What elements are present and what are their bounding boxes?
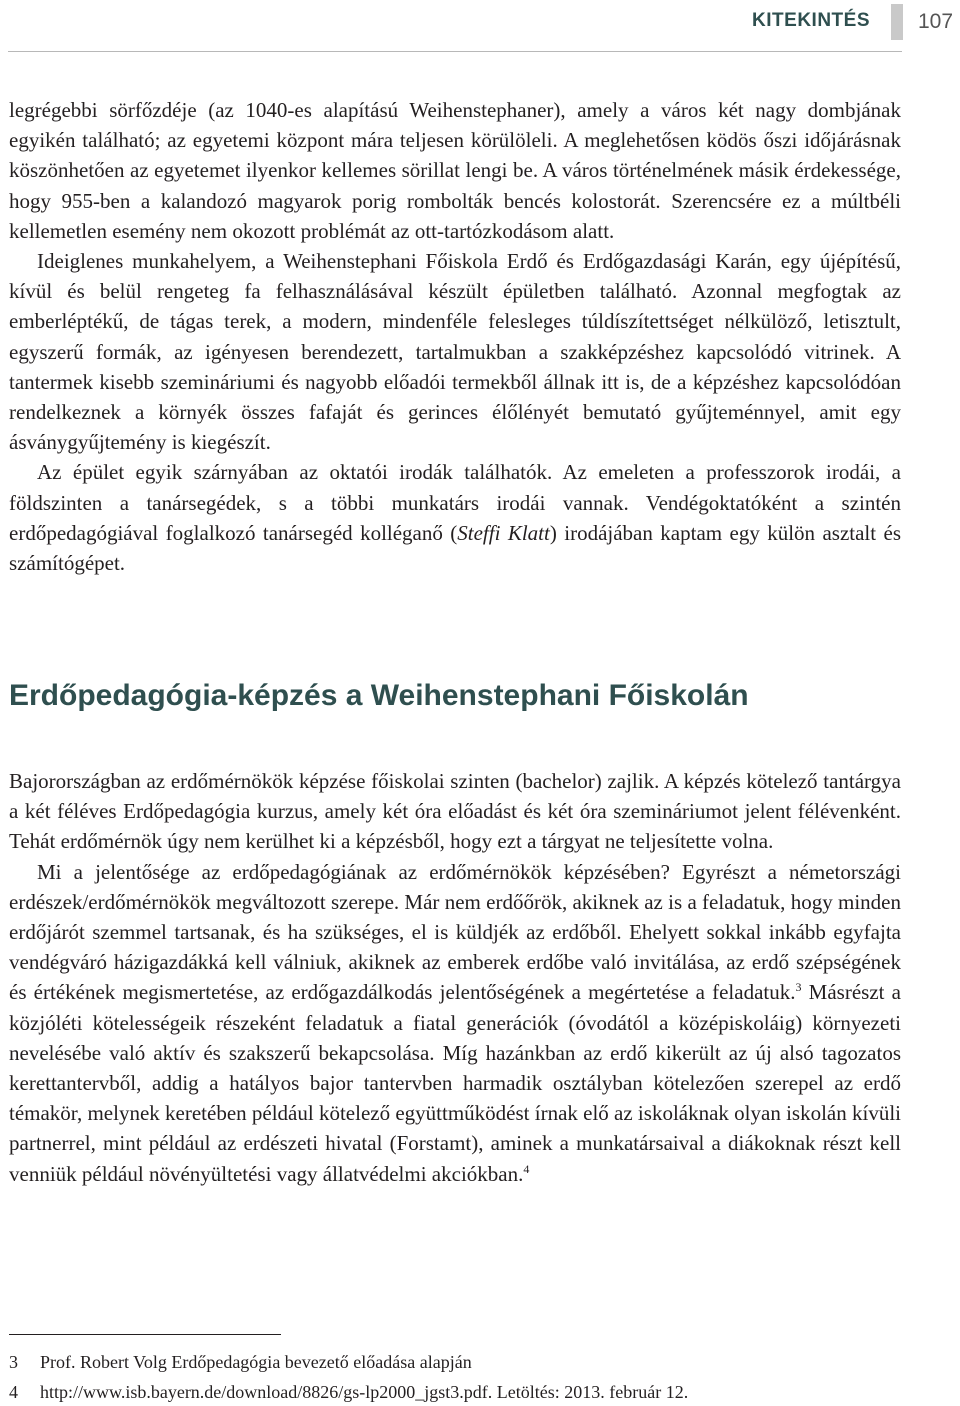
footnote-ref[interactable]: 3 <box>795 980 802 995</box>
page-number: 107 <box>918 10 954 33</box>
header-divider-bar <box>891 4 903 40</box>
footnote <box>9 1380 688 1404</box>
footnote-ref[interactable]: 4 <box>523 1161 530 1176</box>
body-section-1 <box>9 95 901 578</box>
paragraph: legrégebbi sörfőzdéje (az 1040-es alapítású Weihenstephaner), amely a város két nagy dombjának egyikén található; az egyetemi központ mára teljesen körülöleli. A meglehetősen ködös őszi időjárásnak köszönhetően az egyetemet ilyenkor kellemes sörillat lengi be. A város történelmének másik érdekessége, hogy 955-ben a kalandozó magyarok porig rombolták bencés kolostorát. Szerencsére ez a múltbéli kellemetlen esemény nem okozott problémát az ott-tartózkodásom alatt. <box>9 98 901 243</box>
footnote-number: 4 <box>9 1382 18 1402</box>
footnote-text: Prof. Robert Volg Erdőpedagógia bevezető előadása alapján <box>40 1352 472 1372</box>
paragraph-text: Másrészt a közjóléti kötelességeik részeként feladatuk a fiatal generációk (óvodától a középiskoláig) környezeti nevelésébe való aktív és szakszerű bekapcsolása. Míg hazánkban az erdő kikerült az új alsó tagozatos kerettantervből, addig a hatályos bajor tantervben harmadik osztályban kötelezően szerepel az erdő témakör, melynek keretében például kötelező együttműködést írnak elő az iskoláknak olyan iskolán kívüli partnerrel, mint például az erdészeti hivatal (Forstamt), aminek a munkatársaival a diákoknak részt kell venniük például növényültetési vagy állatvédelmi akciókban. <box>9 980 901 1186</box>
section-heading: Erdőpedagógia-képzés a Weihenstephani Főiskolán <box>9 679 749 712</box>
header-rule <box>8 51 902 52</box>
body-section-2 <box>9 766 901 1189</box>
paragraph-text: Az épület egyik szárnyában az oktatói irodák találhatók. Az emeleten a professzorok irodái, a földszinten a tanársegédek, s a többi munkatárs irodái vannak. Vendégoktatóként a szintén erdőpedagógiával foglalkozó tanársegéd kolléganő ( <box>9 460 901 545</box>
paragraph-text: ) irodájában kaptam egy külön asztalt és számítógépet. <box>9 520 901 576</box>
paragraph <box>9 857 901 1189</box>
paragraph <box>9 457 901 578</box>
person-name: Steffi Klatt <box>457 520 550 545</box>
section-label: KITEKINTÉS <box>752 10 870 31</box>
footnote <box>9 1350 472 1374</box>
paragraph: Ideiglenes munkahelyem, a Weihenstephani Főiskola Erdő és Erdőgazdasági Karán, egy újépítésű, kívül és belül rengeteg fa felhasználásával készült épületben található. Azonnal megfogtak az emberléptékű, de tágas terek, a modern, mindenféle felesleges túldíszítettséget nélkülöző, letisztult, egyszerű formák, az igényesen berendezett, tartalmukban a szakképzéshez kapcsolódó vitrinek. A tantermek kisebb szemináriumi és nagyobb előadói termekből állnak itt is, de a képzéshez kapcsolódóan rendelkeznek a környék összes fafaját és gerinces élőlényét bemutató gyűjteménnyel, amit egy ásványgyűjtemény is kiegészít. <box>9 249 901 455</box>
paragraph-text: Mi a jelentősége az erdőpedagógiának az erdőmérnökök képzésében? Egyrészt a németországi erdészek/erdőmérnökök megváltozott szerepe. Már nem erdőőrök, akiknek az is a feladatuk, hogy minden erdőjárót szemmel tartsanak, és ha szükséges, el is küldjék az erdőből. Ehelyett sokkal inkább egyfajta vendégváró házigazdákká kell válniuk, akiknek az emberek erdőbe való invitálása, az erdő szépségének és értékének megismertetése, az erdőgazdálkodás jelentőségének a megértetése a feladatuk. <box>9 859 901 1005</box>
paragraph: Bajorországban az erdőmérnökök képzése főiskolai szinten (bachelor) zajlik. A képzés kötelező tantárgya a két féléves Erdőpedagógia kurzus, amely két óra előadást és két óra szemináriumot jelent félévenként. Tehát erdőmérnök úgy nem kerülhet ki a képzésből, hogy ezt a tárgyat ne teljesítette volna. <box>9 769 901 854</box>
footnote-rule <box>9 1334 281 1335</box>
footnote-number: 3 <box>9 1352 18 1372</box>
footnote-link[interactable]: http://www.isb.bayern.de/download/8826/gs-lp2000_jgst3.pdf. Letöltés: 2013. február 12. <box>40 1382 689 1402</box>
page-header <box>0 0 960 52</box>
